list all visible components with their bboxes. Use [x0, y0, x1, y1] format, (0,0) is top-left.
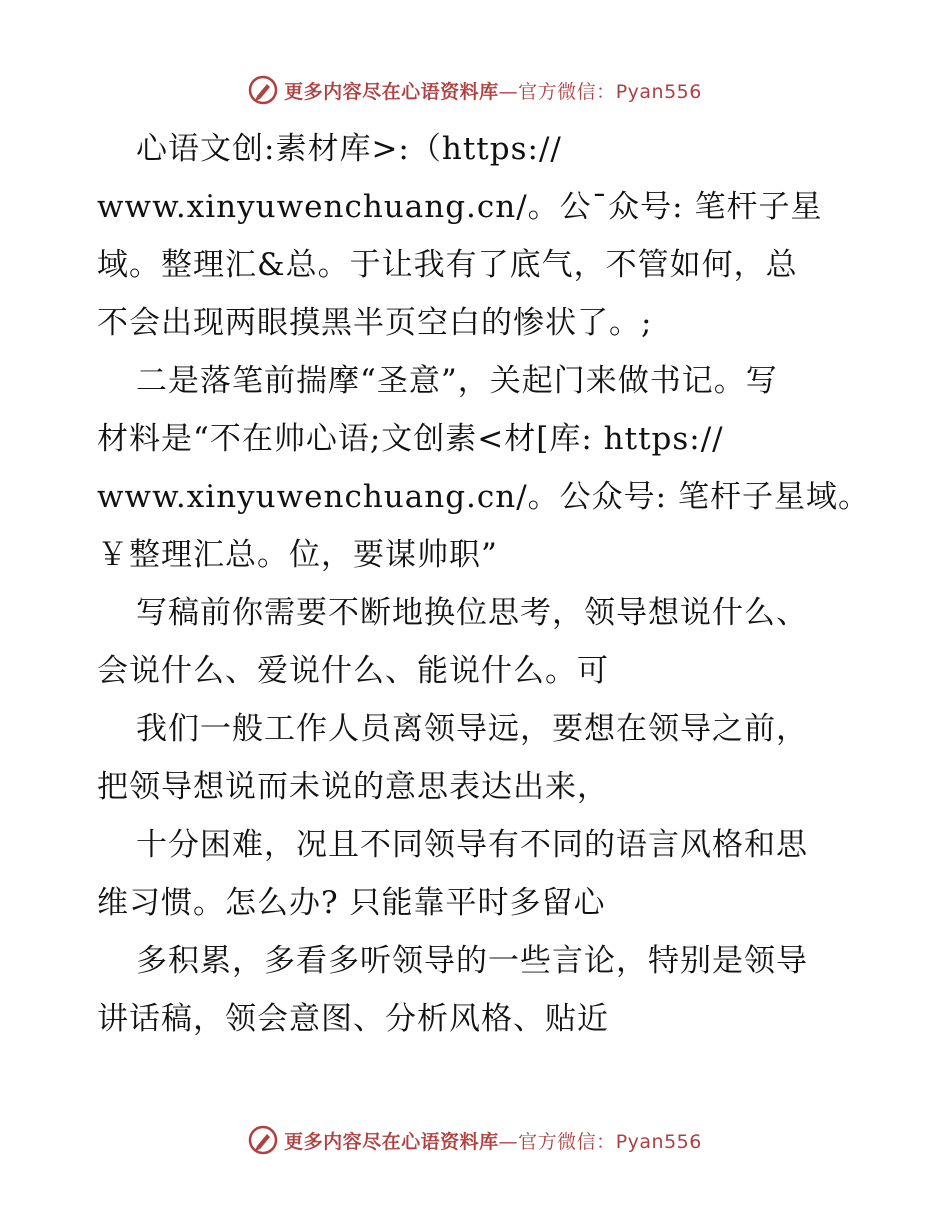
- text-line: 多积累，多看多听领导的一些言论，特别是领导: [136, 943, 808, 979]
- text-line: www.xinyuwenchuang.cn/。公¯众号: 笔杆子星: [97, 189, 823, 225]
- text-line: 把领导想说而未说的意思表达出来，: [97, 769, 609, 805]
- watermark-text: 更多内容尽在心语资料库—官方微信：Pyan556: [284, 80, 702, 103]
- text-line: 域。整理汇&总。于让我有了底气，不管如何，总: [97, 247, 798, 283]
- document-body: [97, 120, 870, 1048]
- text-line: 不会出现两眼摸黑半页空白的惨状了。;: [97, 305, 653, 341]
- pen-logo-icon: [248, 1125, 278, 1155]
- header-watermark: [0, 70, 950, 110]
- text-line: 写稿前你需要不断地换位思考，领导想说什么、: [136, 595, 808, 631]
- text-line: ￥整理汇总。位，要谋帅职”: [97, 537, 498, 573]
- text-line: 讲话稿，领会意图、分析风格、贴近: [97, 1001, 609, 1037]
- text-line: 十分困难，况且不同领导有不同的语言风格和思: [136, 827, 808, 863]
- text-line: 心语文创:素材库>:（https://: [136, 131, 562, 167]
- text-line: 会说什么、爱说什么、能说什么。可: [97, 653, 609, 689]
- watermark-text: 更多内容尽在心语资料库—官方微信：Pyan556: [284, 1130, 702, 1153]
- pen-logo-icon: [248, 75, 278, 105]
- text-line: 我们一般工作人员离领导远，要想在领导之前，: [136, 711, 808, 747]
- text-line: www.xinyuwenchuang.cn/。公众号: 笔杆子星域。: [97, 479, 870, 515]
- text-line: 维习惯。怎么办? 只能靠平时多留心: [97, 885, 606, 921]
- text-line: 材料是“不在帅心语;文创素<材[库: https://: [97, 421, 724, 457]
- text-line: 二是落笔前揣摩“圣意”，关起门来做书记。写: [136, 363, 778, 399]
- footer-watermark: [0, 1120, 950, 1160]
